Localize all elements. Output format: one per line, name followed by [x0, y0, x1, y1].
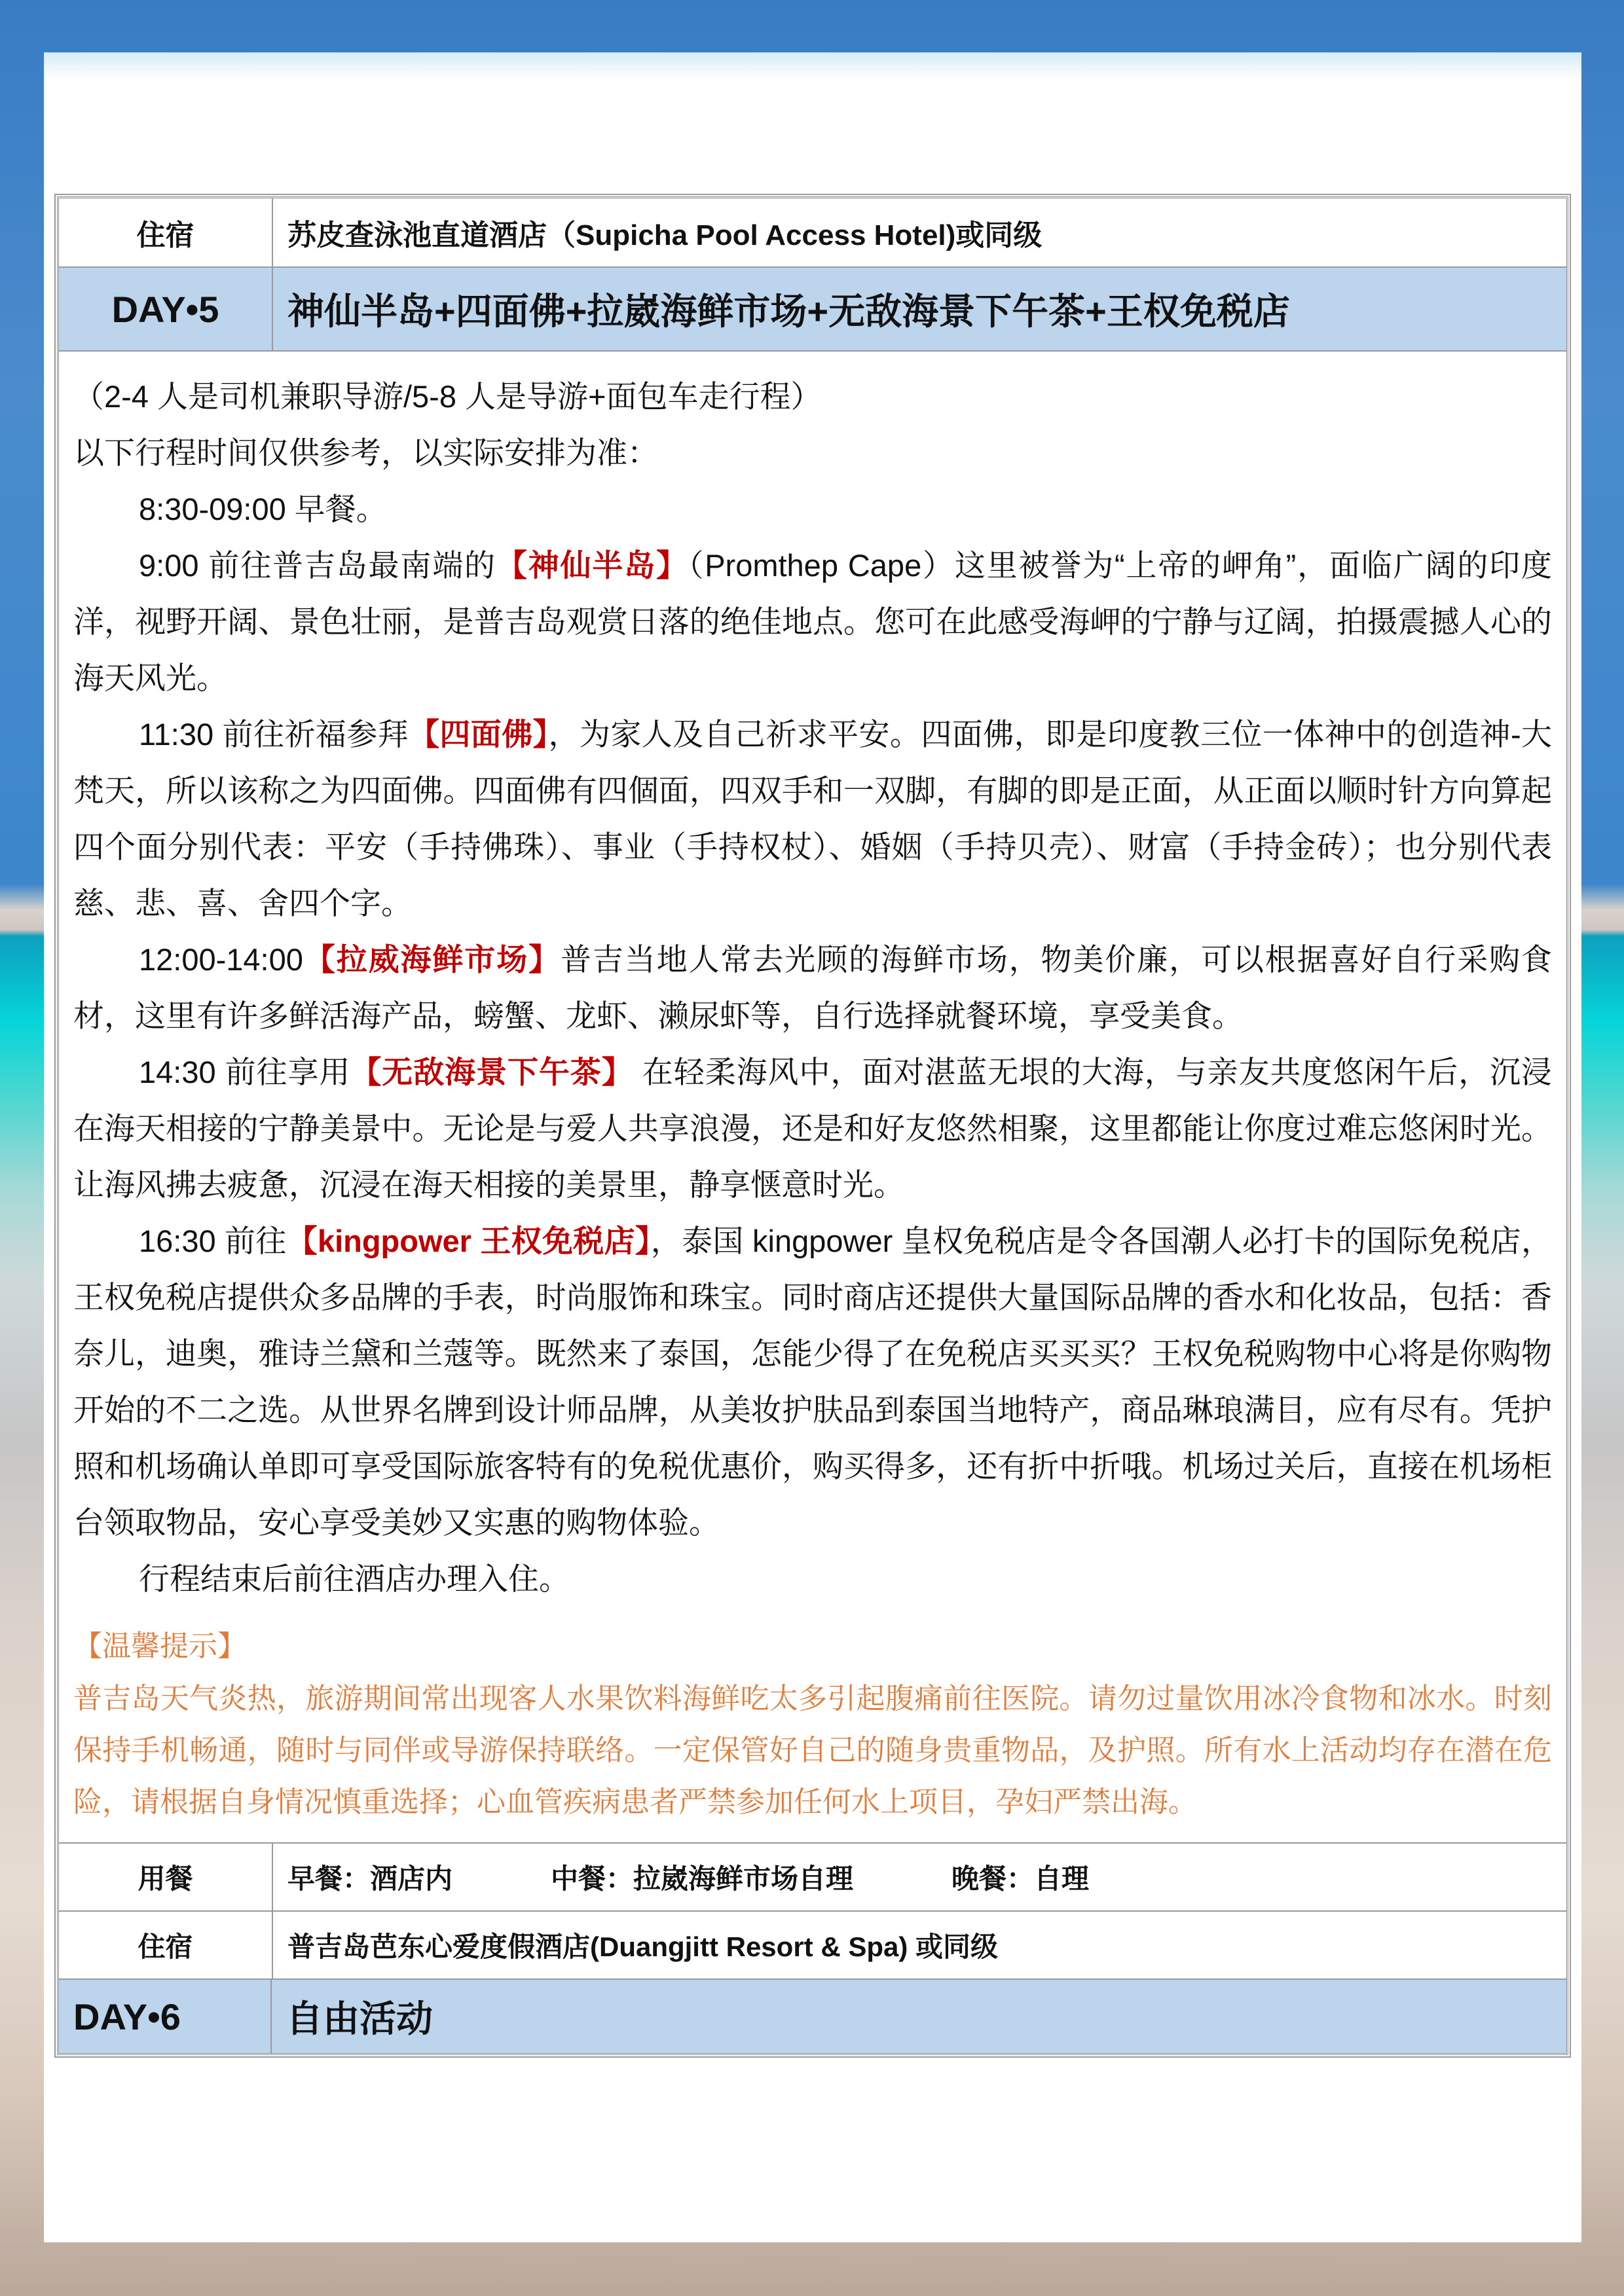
hotel-value: 苏皮查泳池直道酒店（Supicha Pool Access Hotel)或同级	[287, 219, 1043, 251]
tips-text: 普吉岛天气炎热，旅游期间常出现客人水果饮料海鲜吃太多引起腹痛前往医院。请勿过量饮用冰冷食物和冰水。时刻保持手机畅通，随时与同伴或导游保持联络。一定保管好自己的随身贵重物品，及护照。所有水上活动均存在潜在危险，请根据自身情况慎重选择；心血管疾病患者严禁参加任何水上项目，孕妇严禁出海。	[73, 1683, 1552, 1818]
stop-kingpower	[73, 1213, 1552, 1551]
stop-seafood-market	[73, 932, 1552, 1044]
hotel-value: 普吉岛芭东心爱度假酒店(Duangjitt Resort & Spa) 或同级	[287, 1931, 999, 1962]
stop-promthep-cape	[73, 538, 1552, 706]
stop-name: 【kingpower 王权免税店】	[286, 1224, 651, 1258]
stop-name: 【无敌海景下午茶】	[350, 1055, 633, 1089]
day5-title: 神仙半岛+四面佛+拉崴海鲜市场+无敌海景下午茶+王权免税店	[287, 291, 1290, 332]
stop-desc: ，泰国 kingpower 皇权免税店是令各国潮人必打卡的国际免税店， 王权免税店提供众多品牌的手表，时尚服饰和珠宝。同时商店还提供大量国际品牌的香水和化妆品，包括：香奈儿，迪奥，雅诗兰黛和兰蔻等。既然来了泰国，怎能少得了在免税店买买买？王权免税购物中心将是你购物开始的不二之选。从世界名牌到设计师品牌，从美妆护肤品到泰国当地特产，商品琳琅满目，应有尽有。凭护照和机场确认单即可享受国际旅客特有的免税优惠价，购买得多，还有折中折哦。机场过关后，直接在机场柜台领取物品，安心享受美妙又实惠的购物体验。	[73, 1224, 1552, 1540]
meals-label: 用餐	[59, 1844, 273, 1910]
hotel-label: 住宿	[59, 198, 273, 266]
page-card	[44, 52, 1581, 2242]
row-hotel	[59, 1912, 1566, 1980]
stop-name: 【神仙半岛】	[496, 548, 688, 583]
hotel-label: 住宿	[59, 1912, 273, 1978]
meal-dinner: 晚餐：自理	[951, 1863, 1090, 1894]
meal-lunch: 中餐：拉崴海鲜市场自理	[551, 1863, 854, 1894]
breakfast-line: 8:30-09:00 早餐。	[139, 492, 387, 526]
note-guide: （2-4 人是司机兼职导游/5-8 人是导游+面包车走行程）	[73, 379, 822, 414]
stop-time: 14:30 前往享用	[139, 1055, 351, 1089]
stop-afternoon-tea	[73, 1044, 1552, 1213]
row-day5	[59, 268, 1566, 352]
stop-name: 【四面佛】	[409, 717, 549, 752]
end-line: 行程结束后前往酒店办理入住。	[139, 1561, 570, 1596]
tips-title: 【温馨提示】	[73, 1630, 246, 1662]
itinerary-table	[57, 196, 1568, 2055]
note-schedule: 以下行程时间仅供参考，以实际安排为准：	[73, 435, 658, 470]
stop-desc: 在轻柔海风中，面对湛蓝无垠的大海，与亲友共度悠闲午后，沉浸在海天相接的宁静美景中。无论是与爱人共享浪漫，还是和好友悠然相聚，这里都能让你度过难忘悠闲时光。让海风拂去疲惫，沉浸在海天相接的美景里，静享惬意时光。	[73, 1055, 1552, 1202]
stop-time: 16:30 前往	[139, 1224, 287, 1258]
stop-time: 11:30 前往祈福参拜	[139, 717, 409, 752]
row-day5-details	[59, 352, 1566, 1844]
stop-name: 【拉威海鲜市场】	[303, 942, 561, 977]
row-day6	[59, 1980, 1566, 2053]
meal-breakfast: 早餐：酒店内	[287, 1863, 453, 1894]
row-prev-hotel	[59, 198, 1566, 268]
stop-four-faced-buddha	[73, 706, 1552, 932]
stop-desc: ，为家人及自己祈求平安。四面佛，即是印度教三位一体神中的创造神-大梵天，所以该称之为四面佛。四面佛有四個面，四双手和一双脚，有脚的即是正面，从正面以顺时针方向算起四个面分别代表：平安（手持佛珠）、事业（手持权杖）、婚姻（手持贝壳）、财富（手持金砖）；也分别代表慈、悲、喜、舍四个字。	[73, 717, 1553, 920]
row-meals	[59, 1844, 1566, 1912]
stop-time: 12:00-14:00	[139, 942, 303, 977]
meals-value	[273, 1844, 1566, 1910]
day5-label: DAY•5	[59, 268, 273, 350]
day6-label: DAY•6	[59, 1980, 272, 2053]
day5-details	[59, 352, 1566, 1842]
stop-time: 9:00 前往普吉岛最南端的	[139, 548, 496, 583]
stop-desc: 普吉当地人常去光顾的海鲜市场，物美价廉，可以根据喜好自行采购食材，这里有许多鲜活海产品，螃蟹、龙虾、濑尿虾等，自行选择就餐环境，享受美食。	[73, 942, 1553, 1033]
stop-desc: （Promthep Cape）这里被誉为“上帝的岬角”，面临广阔的印度洋，视野开阔、景色壮丽，是普吉岛观赏日落的绝佳地点。您可在此感受海岬的宁静与辽阔，拍摄震撼人心的海天风光。	[73, 548, 1552, 695]
day6-title: 自由活动	[286, 1998, 433, 2039]
